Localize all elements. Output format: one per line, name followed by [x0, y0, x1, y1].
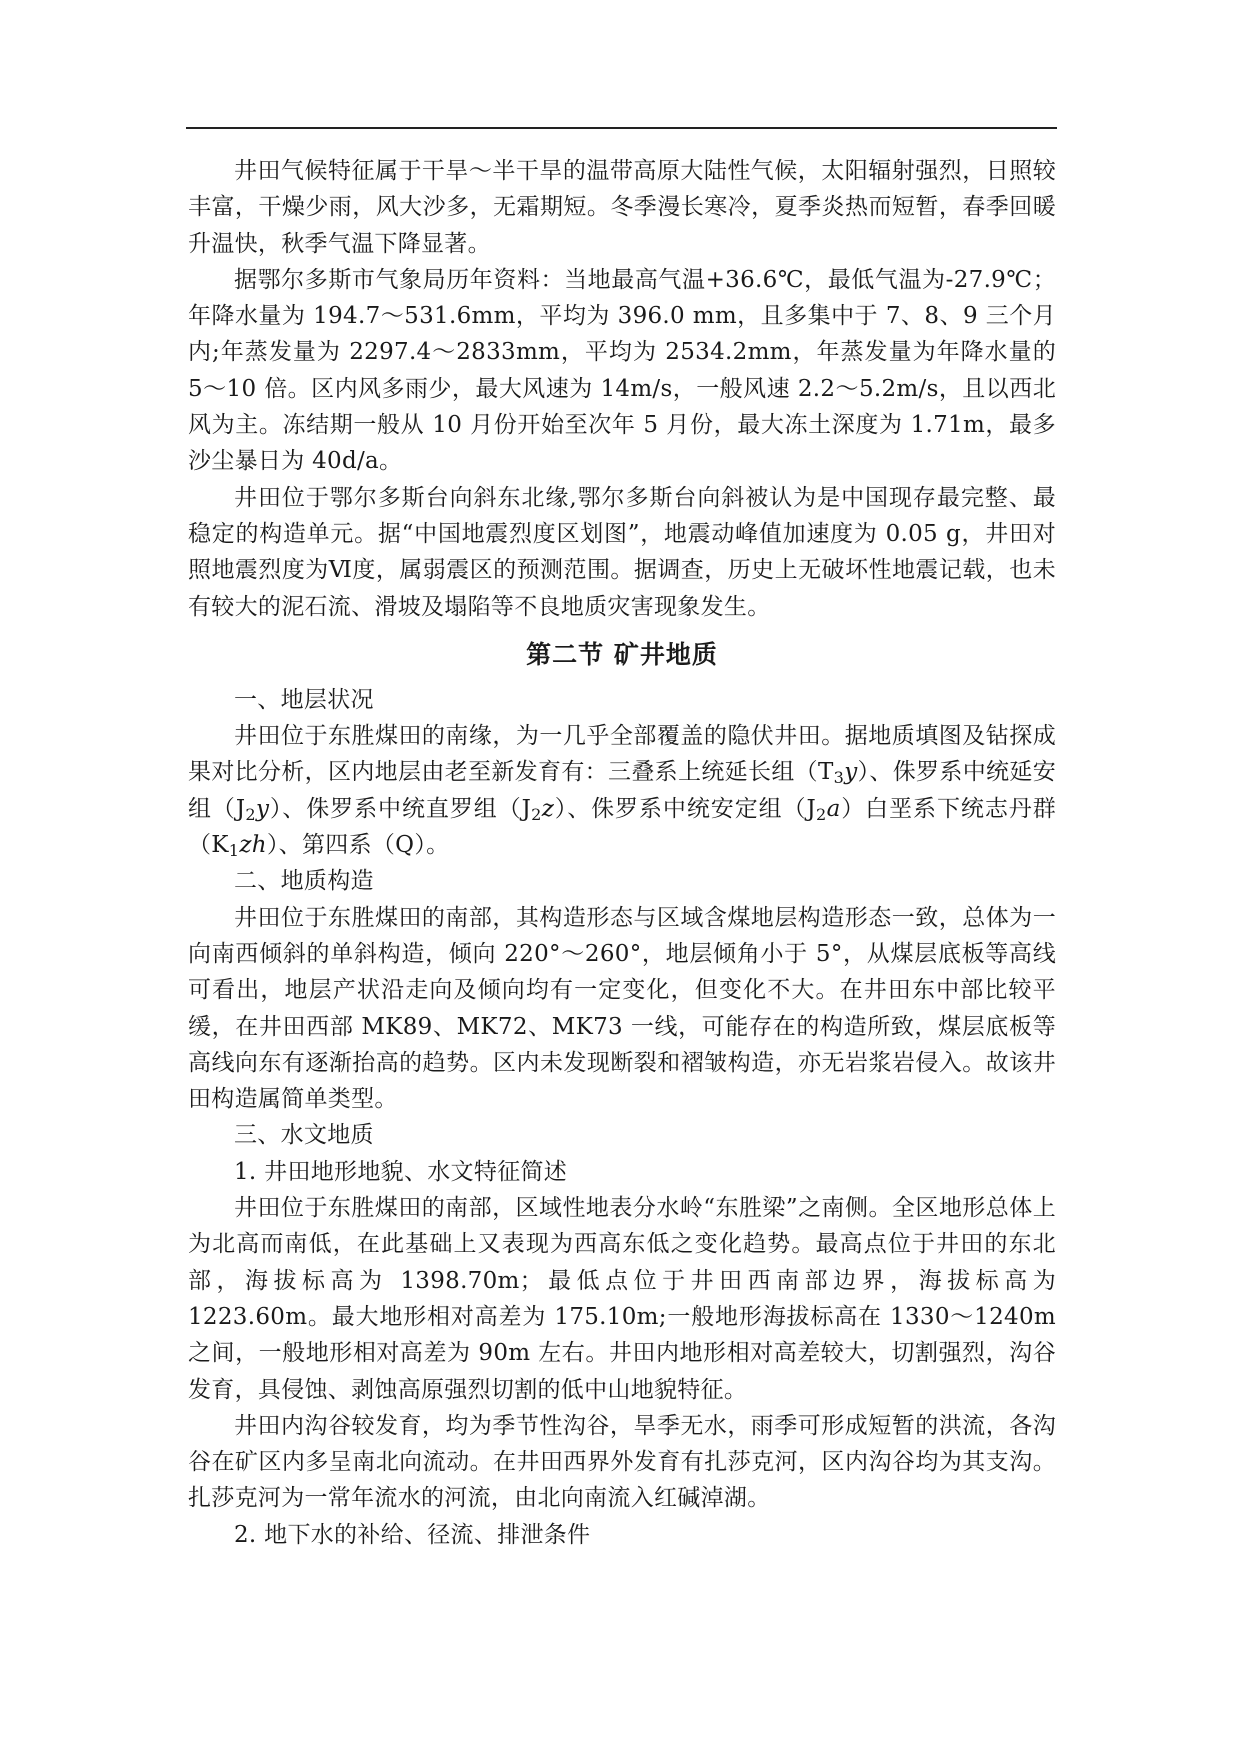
text-run: ）、侏罗系中统安定组（J: [554, 795, 817, 822]
subscript: 2: [816, 804, 827, 824]
heading-hydrogeology: 三、水文地质: [234, 1122, 374, 1149]
document-body: [188, 153, 1056, 1553]
section-title: 第二节 矿井地质: [526, 639, 718, 669]
subheading-terrain: 1. 井田地形地貌、水文特征简述: [234, 1158, 568, 1185]
paragraph-valleys: 井田内沟谷较发育，均为季节性沟谷，旱季无水，雨季可形成短暂的洪流，各沟谷在矿区内多呈南北向流动。在井田西界外发育有扎莎克河，区内沟谷均为其支沟。扎莎克河为一常年流水的河流，由北向南流入红碱淖湖。: [188, 1412, 1056, 1512]
paragraph-structure: 井田位于东胜煤田的南部，其构造形态与区域含煤地层构造形态一致，总体为一向南西倾斜的单斜构造，倾向 220°～260°，地层倾角小于 5°，从煤层底板等高线可看出，地层产状沿走向及倾向均有一定变化，但变化不大。在井田东中部比较平缓，在井田西部 MK89、MK72、MK73 一线，可能存在的构造所致，煤层底板等高线向东有逐渐抬高的趋势。区内未发现断裂和褶皱构造，亦无岩浆岩侵入。故该井田构造属简单类型。: [188, 904, 1056, 1113]
paragraph-meteorology: 据鄂尔多斯市气象局历年资料：当地最高气温+36.6℃，最低气温为-27.9℃；年降水量为 194.7～531.6mm，平均为 396.0 mm，且多集中于 7、8、9 三个月内;年蒸发量为 2297.4～2833mm，平均为 2534.2mm，年蒸发量为年降水量的 5～10 倍。区内风多雨少，最大风速为 14m/s，一般风速 2.2～5.2m/s，且以西北风为主。冻结期一般从 10 月份开始至次年 5 月份，最大冻土深度为 1.71m，最多沙尘暴日为 40d/a。: [188, 266, 1056, 475]
paragraph-climate: 井田气候特征属于干旱～半干旱的温带高原大陆性气候，太阳辐射强烈，日照较丰富，干燥少雨，风大沙多，无霜期短。冬季漫长寒冷，夏季炎热而短暂，春季回暖升温快，秋季气温下降显著。: [188, 158, 1056, 257]
italic-symbol: a: [826, 795, 841, 822]
italic-symbol: zh: [239, 832, 267, 859]
text-run: 井田位于东胜煤田的南缘，为一几乎全部覆盖的隐伏井田。据地质填图及钻探成果对比分析，区内地层由老至新发育有：三叠系上统延长组（T: [188, 723, 1056, 786]
heading-structure: 二、地质构造: [234, 868, 374, 895]
paragraph-terrain: 井田位于东胜煤田的南部，区域性地表分水岭“东胜梁”之南侧。全区地形总体上为北高而南低，在此基础上又表现为西高东低之变化趋势。最高点位于井田的东北部，海拔标高为 1398.70m；最低点位于井田西南部边界，海拔标高为 1223.60m。最大地形相对高差为 175.10m;一般地形海拔标高在 1330～1240m 之间，一般地形相对高差为 90m 左右。井田内地形相对高差较大，切割强烈，沟谷发育，具侵蚀、剥蚀高原强烈切割的低中山地貌特征。: [188, 1195, 1056, 1403]
text-run: ）白垩系下统志丹群（K: [188, 795, 1057, 859]
italic-symbol: z: [541, 795, 555, 822]
subscript: 1: [228, 841, 240, 861]
italic-symbol: y: [844, 759, 858, 786]
subscript: 2: [531, 804, 542, 824]
subscript: 3: [833, 768, 845, 788]
heading-strata: 一、地层状况: [234, 686, 374, 713]
text-run: ）、侏罗系中统直罗组（J: [269, 795, 532, 822]
header-rule: [186, 127, 1057, 129]
subscript: 2: [245, 804, 256, 824]
paragraph-seismic: 井田位于鄂尔多斯台向斜东北缘,鄂尔多斯台向斜被认为是中国现存最完整、最稳定的构造单元。据“中国地震烈度区划图”，地震动峰值加速度为 0.05 g，井田对照地震烈度为Ⅵ度，属弱震区的预测范围。据调查，历史上无破坏性地震记载，也未有较大的泥石流、滑坡及塌陷等不良地质灾害现象发生。: [188, 484, 1056, 620]
text-run: ）、侏罗系中统延安组（J: [188, 759, 1057, 822]
subheading-groundwater: 2. 地下水的补给、径流、排泄条件: [234, 1521, 591, 1548]
paragraph-strata: [188, 718, 1056, 863]
text-run: ）、第四系（Q）。: [266, 832, 450, 859]
italic-symbol: y: [255, 795, 270, 822]
